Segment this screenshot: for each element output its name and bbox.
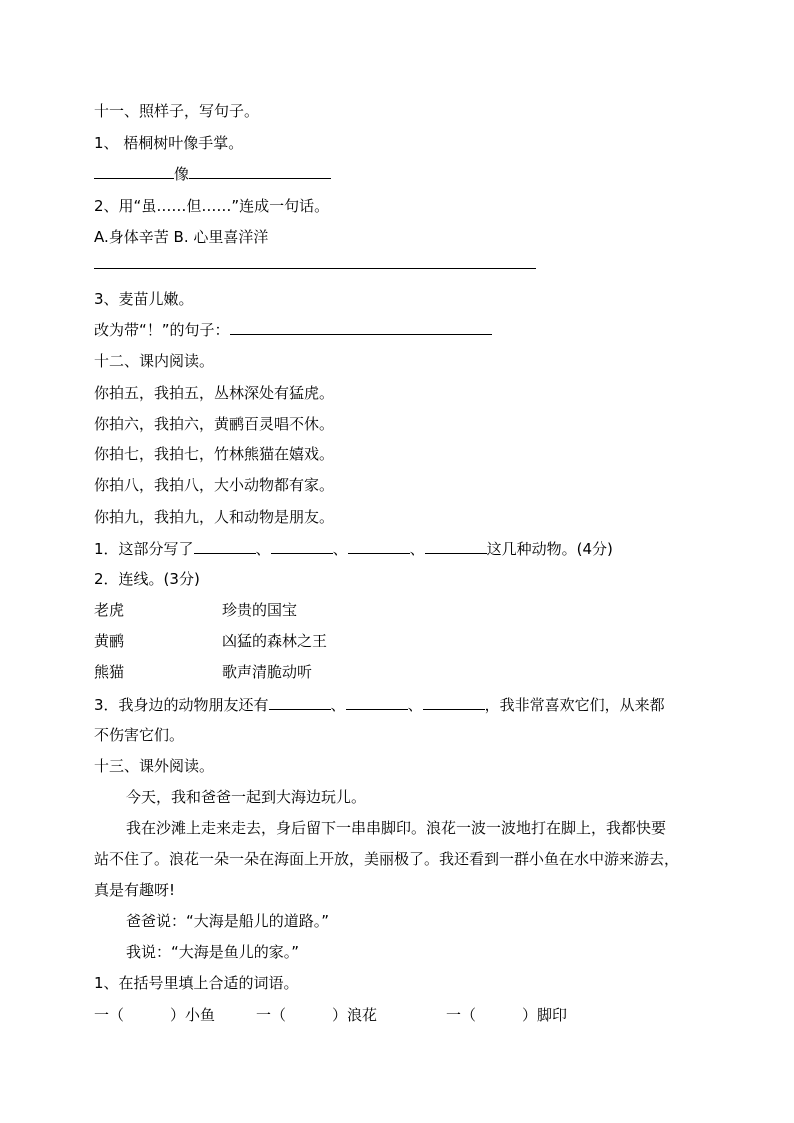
passage-paragraph: 我在沙滩上走来走去，身后留下一串串脚印。浪花一波一波地打在脚上，我都快要	[126, 819, 667, 837]
answer-blank[interactable]	[94, 252, 536, 269]
fill-post: ）脚印	[522, 1006, 568, 1024]
answer-blank[interactable]	[269, 693, 331, 710]
passage-line: 站不住了。浪花一朵一朵在海面上开放，美丽极了。我还看到一群小鱼在水中游来游去，	[94, 850, 680, 868]
answer-blank[interactable]	[94, 162, 174, 179]
separator: 、	[255, 540, 271, 558]
answer-blank[interactable]	[348, 537, 410, 554]
s11-q1-answer-line[interactable]	[94, 162, 331, 184]
s11-q1-mid-word: 像	[174, 165, 190, 183]
passage-line: 真是有趣呀!	[94, 881, 176, 899]
passage-paragraph: 我说：“大海是鱼儿的家。”	[126, 943, 300, 961]
s13-question-1: 1、在括号里填上合适的词语。	[94, 974, 299, 992]
fill-item[interactable]	[256, 1004, 377, 1026]
s12-q1-prefix: 1．这部分写了	[94, 540, 194, 558]
s12-q3-continuation: 不伤害它们。	[94, 726, 185, 744]
fill-item[interactable]	[94, 1004, 215, 1026]
fill-pre: 一（	[446, 1006, 477, 1024]
poem-line: 你拍五，我拍五，丛林深处有猛虎。	[94, 384, 335, 402]
s11-question-1: 1、 梧桐树叶像手掌。	[94, 134, 244, 152]
fill-post: ）浪花	[332, 1006, 378, 1024]
poem-line: 你拍七，我拍七，竹林熊猫在嬉戏。	[94, 445, 335, 463]
poem-line: 你拍六，我拍六，黄鹂百灵唱不休。	[94, 415, 335, 433]
poem-line: 你拍八，我拍八，大小动物都有家。	[94, 476, 335, 494]
s12-question-2: 2．连线。(3分)	[94, 570, 200, 588]
s11-q2-options: A.身体辛苦 B. 心里喜洋洋	[94, 228, 269, 246]
fill-post: ）小鱼	[170, 1006, 216, 1024]
s11-question-2: 2、用“虽……但……”连成一句话。	[94, 197, 330, 215]
answer-blank[interactable]	[194, 537, 256, 554]
fill-pre: 一（	[256, 1006, 287, 1024]
match-left-item[interactable]: 熊猫	[94, 663, 125, 681]
fill-pre: 一（	[94, 1006, 125, 1024]
passage-paragraph: 爸爸说：“大海是船儿的道路。”	[126, 912, 330, 930]
separator: 、	[330, 696, 346, 714]
answer-blank[interactable]	[271, 537, 333, 554]
fill-item[interactable]	[446, 1004, 567, 1026]
s12-q3-suffix: ，我非常喜欢它们，从来都	[484, 696, 665, 714]
s11-question-3: 3、麦苗儿嫩。	[94, 290, 194, 308]
answer-blank[interactable]	[346, 693, 408, 710]
s12-q3-prefix: 3．我身边的动物朋友还有	[94, 696, 269, 714]
match-right-item[interactable]: 歌声清脆动听	[222, 663, 313, 681]
match-left-item[interactable]: 老虎	[94, 601, 125, 619]
s12-question-1	[94, 537, 613, 559]
s12-q1-suffix: 这几种动物。(4分)	[486, 540, 613, 558]
s11-q3-prompt: 改为带“！”的句子：	[94, 321, 230, 339]
separator: 、	[407, 696, 423, 714]
passage-paragraph: 今天，我和爸爸一起到大海边玩儿。	[126, 788, 367, 806]
s11-q2-answer-line[interactable]	[94, 252, 536, 274]
section-13-title: 十三、课外阅读。	[94, 757, 215, 775]
match-right-item[interactable]: 珍贵的国宝	[222, 601, 298, 619]
answer-blank[interactable]	[230, 318, 492, 335]
poem-line: 你拍九，我拍九，人和动物是朋友。	[94, 508, 335, 526]
answer-blank[interactable]	[425, 537, 487, 554]
match-right-item[interactable]: 凶猛的森林之王	[222, 632, 328, 650]
match-left-item[interactable]: 黄鹂	[94, 632, 125, 650]
section-12-title: 十二、课内阅读。	[94, 352, 215, 370]
s12-question-3	[94, 693, 665, 715]
separator: 、	[409, 540, 425, 558]
answer-blank[interactable]	[189, 162, 331, 179]
section-11-title: 十一、照样子，写句子。	[94, 102, 260, 120]
separator: 、	[332, 540, 348, 558]
answer-blank[interactable]	[423, 693, 485, 710]
s11-q3-prompt-line	[94, 318, 492, 340]
